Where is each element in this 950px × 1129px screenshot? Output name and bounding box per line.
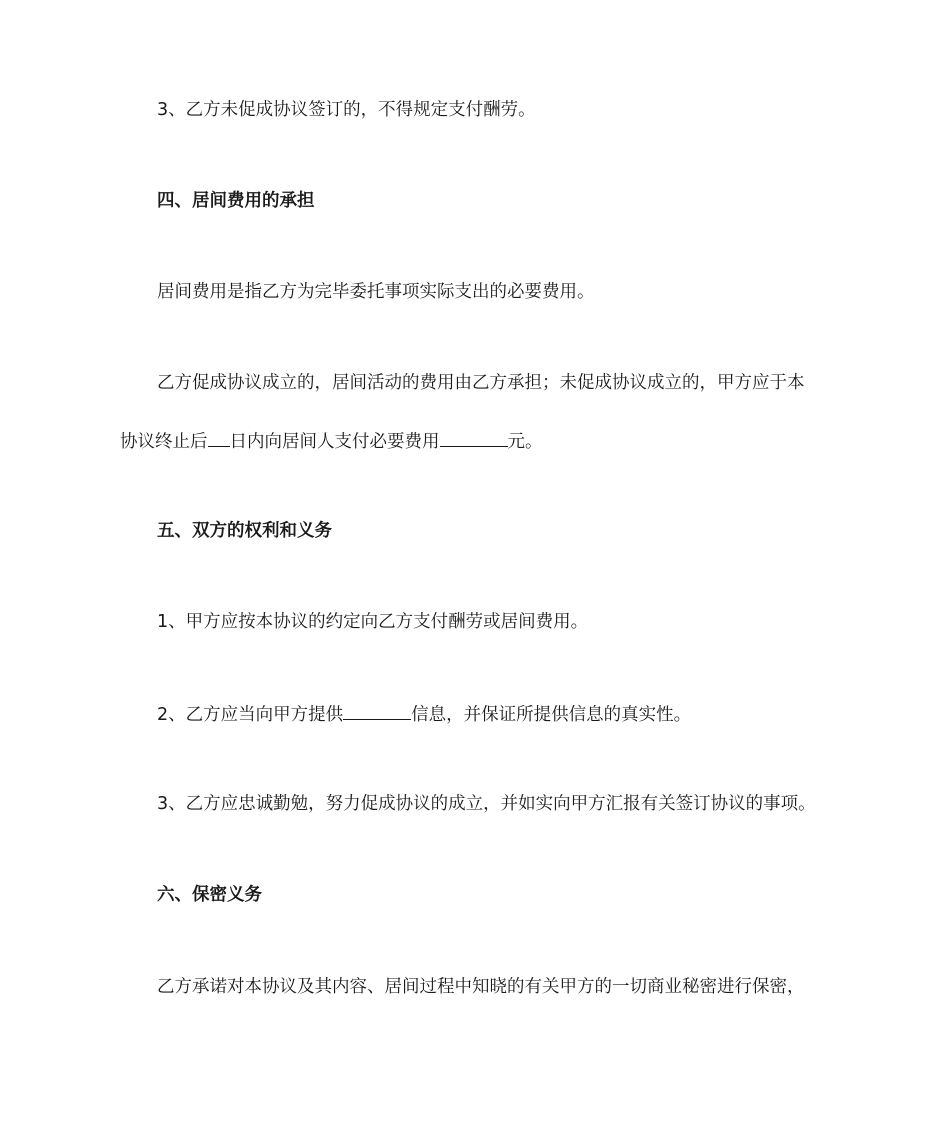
section-5-item-1: 1、甲方应按本协议的约定向乙方支付酬劳或居间费用。 bbox=[157, 612, 589, 632]
section-6-heading: 六、保密义务 bbox=[157, 885, 262, 905]
text-segment: 协议终止后 bbox=[120, 432, 208, 452]
section-5-heading: 五、双方的权利和义务 bbox=[157, 521, 332, 541]
section-4-paragraph-1: 居间费用是指乙方为完毕委托事项实际支出的必要费用。 bbox=[157, 282, 595, 302]
section-6-paragraph-1: 乙方承诺对本协议及其内容、居间过程中知晓的有关甲方的一切商业秘密进行保密， bbox=[157, 977, 805, 997]
text-segment: 信息，并保证所提供信息的真实性。 bbox=[411, 705, 692, 725]
clause-3-text: 3、乙方未促成协议签订的，不得规定支付酬劳。 bbox=[157, 100, 536, 120]
fill-in-blank-amount bbox=[440, 428, 508, 447]
section-4-paragraph-2-line-1: 乙方促成协议成立的，居间活动的费用由乙方承担；未促成协议成立的，甲方应于本 bbox=[157, 373, 805, 393]
text-segment: 2、乙方应当向甲方提供 bbox=[157, 705, 344, 725]
section-4-paragraph-2-line-2 bbox=[120, 428, 543, 454]
fill-in-blank-info bbox=[343, 701, 411, 720]
text-segment: 日内向居间人支付必要费用 bbox=[229, 432, 440, 452]
section-4-heading: 四、居间费用的承担 bbox=[157, 191, 315, 211]
text-segment: 元。 bbox=[507, 432, 543, 452]
section-5-item-2 bbox=[157, 701, 691, 727]
fill-in-blank-days bbox=[208, 428, 230, 447]
section-5-item-3: 3、乙方应忠诚勤勉，努力促成协议的成立，并如实向甲方汇报有关签订协议的事项。 bbox=[157, 794, 816, 814]
